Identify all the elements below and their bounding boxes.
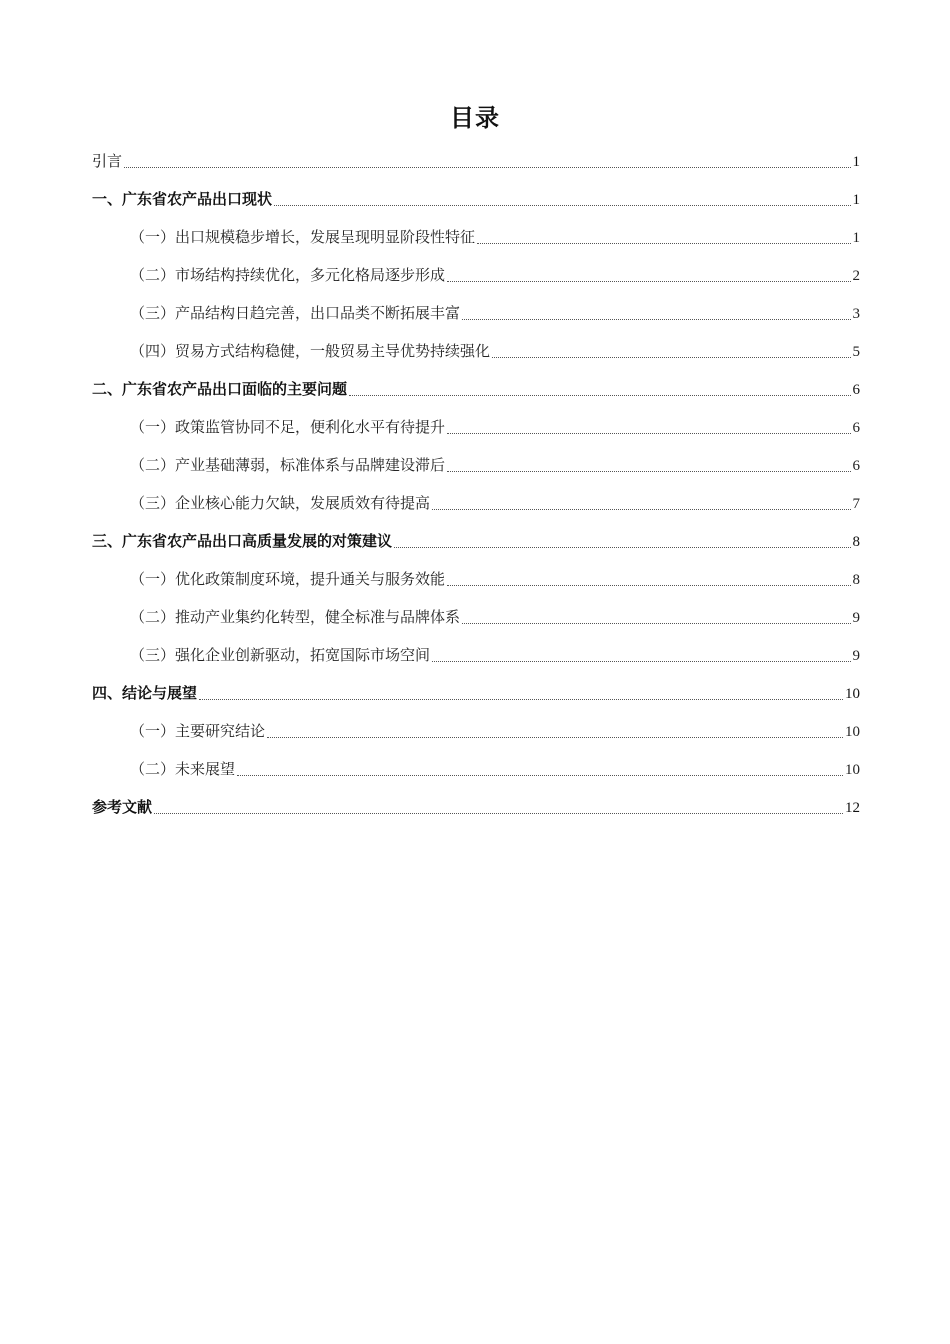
toc-entry-page-number: 10: [845, 762, 860, 778]
dot-leader: [447, 433, 850, 434]
dot-leader: [477, 243, 850, 244]
toc-entry-page-number: 6: [852, 458, 860, 474]
toc-entry-page-number: 10: [845, 686, 860, 702]
toc-entry-label: 三、广东省农产品出口高质量发展的对策建议: [92, 532, 393, 550]
toc-entry-label: （二）未来展望: [130, 760, 236, 778]
toc-entry[interactable]: [92, 598, 860, 636]
toc-title: 目录: [450, 104, 500, 132]
toc-entry-label: 二、广东省农产品出口面临的主要问题: [92, 380, 348, 398]
dot-leader: [267, 737, 843, 738]
toc-entry-label: （三）产品结构日趋完善，出口品类不断拓展丰富: [130, 304, 461, 322]
dot-leader: [432, 509, 850, 510]
toc-entry-label: （一）政策监管协同不足，便利化水平有待提升: [130, 418, 446, 436]
toc-entry[interactable]: [92, 180, 860, 218]
toc-entry-page-number: 6: [852, 420, 860, 436]
toc-entry-page-number: 7: [852, 496, 860, 512]
toc-entry[interactable]: [92, 446, 860, 484]
toc-entry[interactable]: [92, 332, 860, 370]
toc-entry-page-number: 1: [852, 230, 860, 246]
toc-entry[interactable]: [92, 522, 860, 560]
dot-leader: [447, 281, 850, 282]
toc-entry[interactable]: [92, 218, 860, 256]
dot-leader: [154, 813, 843, 814]
toc-entry-page-number: 1: [852, 192, 860, 208]
toc-entry-label: （二）产业基础薄弱，标准体系与品牌建设滞后: [130, 456, 446, 474]
toc-entry[interactable]: [92, 142, 860, 180]
toc-entry-page-number: 8: [852, 534, 860, 550]
toc-entry-label: 一、广东省农产品出口现状: [92, 190, 273, 208]
dot-leader: [349, 395, 850, 396]
toc-list: [92, 142, 860, 826]
toc-entry-label: （二）市场结构持续优化，多元化格局逐步形成: [130, 266, 446, 284]
dot-leader: [462, 319, 850, 320]
dot-leader: [124, 167, 850, 168]
toc-entry-page-number: 10: [845, 724, 860, 740]
toc-entry-label: （一）主要研究结论: [130, 722, 266, 740]
toc-entry-label: （二）推动产业集约化转型，健全标准与品牌体系: [130, 608, 461, 626]
dot-leader: [432, 661, 850, 662]
toc-entry[interactable]: [92, 712, 860, 750]
toc-entry[interactable]: [92, 408, 860, 446]
toc-entry-page-number: 12: [845, 800, 860, 816]
toc-entry-label: 四、结论与展望: [92, 684, 198, 702]
toc-entry[interactable]: [92, 636, 860, 674]
toc-entry-page-number: 5: [852, 344, 860, 360]
toc-entry-label: （四）贸易方式结构稳健，一般贸易主导优势持续强化: [130, 342, 491, 360]
dot-leader: [237, 775, 843, 776]
toc-entry-label: （三）强化企业创新驱动，拓宽国际市场空间: [130, 646, 431, 664]
toc-entry[interactable]: [92, 750, 860, 788]
toc-entry[interactable]: [92, 294, 860, 332]
dot-leader: [274, 205, 850, 206]
toc-entry[interactable]: [92, 674, 860, 712]
dot-leader: [394, 547, 850, 548]
toc-entry[interactable]: [92, 484, 860, 522]
toc-entry-page-number: 3: [852, 306, 860, 322]
toc-entry-page-number: 9: [852, 648, 860, 664]
toc-entry-label: （一）出口规模稳步增长，发展呈现明显阶段性特征: [130, 228, 476, 246]
dot-leader: [492, 357, 850, 358]
toc-entry-label: 引言: [92, 152, 123, 170]
toc-entry-page-number: 2: [852, 268, 860, 284]
dot-leader: [199, 699, 843, 700]
toc-entry[interactable]: [92, 788, 860, 826]
toc-entry-page-number: 6: [852, 382, 860, 398]
toc-entry[interactable]: [92, 370, 860, 408]
toc-entry[interactable]: [92, 256, 860, 294]
dot-leader: [462, 623, 850, 624]
toc-entry-label: （一）优化政策制度环境，提升通关与服务效能: [130, 570, 446, 588]
dot-leader: [447, 585, 850, 586]
toc-entry-page-number: 1: [852, 154, 860, 170]
toc-entry-page-number: 9: [852, 610, 860, 626]
dot-leader: [447, 471, 850, 472]
toc-entry-label: 参考文献: [92, 798, 153, 816]
toc-entry[interactable]: [92, 560, 860, 598]
toc-entry-label: （三）企业核心能力欠缺，发展质效有待提高: [130, 494, 431, 512]
toc-entry-page-number: 8: [852, 572, 860, 588]
